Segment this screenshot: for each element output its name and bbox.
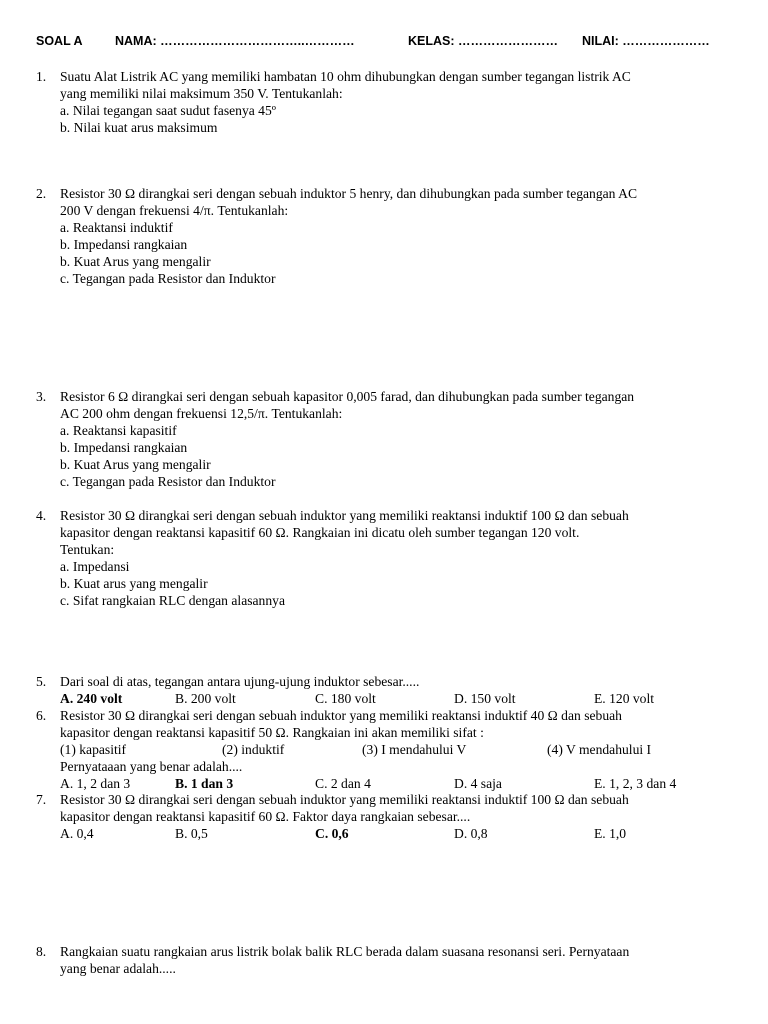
question-7 — [36, 791, 736, 842]
option-c: C. 180 volt — [315, 691, 376, 706]
question-number: 7. — [36, 792, 47, 807]
question-prompt: Pernyataaan yang benar adalah.... — [60, 759, 243, 774]
sub-item: b. Kuat Arus yang mengalir — [60, 457, 211, 472]
sub-item: c. Sifat rangkaian RLC dengan alasannya — [60, 593, 285, 608]
option-d: D. 0,8 — [454, 826, 488, 841]
statements — [60, 741, 736, 758]
option-c: C. 0,6 — [315, 826, 349, 841]
option-d: D. 4 saja — [454, 776, 502, 791]
question-text: kapasitor dengan reaktansi kapasitif 60 Ω. Faktor daya rangkaian sebesar.... — [60, 809, 471, 824]
option-e: E. 1, 2, 3 dan 4 — [594, 776, 677, 791]
sub-item: b. Kuat arus yang mengalir — [60, 576, 208, 591]
question-text: yang benar adalah..... — [60, 961, 176, 976]
option-a: A. 0,4 — [60, 826, 94, 841]
sub-item: c. Tegangan pada Resistor dan Induktor — [60, 271, 276, 286]
nilai-field: NILAI: ………………… — [582, 34, 710, 48]
question-text: Resistor 30 Ω dirangkai seri dengan sebuah induktor 5 henry, dan dihubungkan pada sumber tegangan AC — [60, 186, 638, 201]
kelas-field: KELAS: …………………… — [408, 34, 558, 48]
nama-field: NAMA: ……………………………..………… — [115, 34, 355, 48]
question-3 — [36, 388, 736, 490]
sub-item: a. Impedansi — [60, 559, 130, 574]
question-text: Resistor 30 Ω dirangkai seri dengan sebuah induktor yang memiliki reaktansi induktif 40 Ω dan sebuah — [60, 708, 622, 723]
option-b: B. 0,5 — [175, 826, 208, 841]
soal-label: SOAL A — [36, 34, 83, 48]
sub-item: b. Kuat Arus yang mengalir — [60, 254, 211, 269]
answer-options — [60, 775, 736, 792]
question-4 — [36, 507, 736, 609]
question-8 — [36, 943, 736, 977]
question-text: Rangkaian suatu rangkaian arus listrik bolak balik RLC berada dalam suasana resonansi seri. Pernyataan — [60, 944, 630, 959]
option-b: B. 200 volt — [175, 691, 236, 706]
question-text: yang memiliki nilai maksimum 350 V. Tentukanlah: — [60, 86, 343, 101]
question-2 — [36, 185, 736, 287]
question-6 — [36, 707, 736, 792]
answer-options — [60, 825, 736, 842]
option-b: B. 1 dan 3 — [175, 776, 234, 791]
option-a: A. 240 volt — [60, 691, 123, 706]
question-text: 200 V dengan frekuensi 4/π. Tentukanlah: — [60, 203, 289, 218]
sub-item: c. Tegangan pada Resistor dan Induktor — [60, 474, 276, 489]
question-text: Dari soal di atas, tegangan antara ujung-ujung induktor sebesar..... — [60, 674, 420, 689]
sub-item: a. Reaktansi induktif — [60, 220, 173, 235]
sub-item: b. Impedansi rangkaian — [60, 237, 188, 252]
question-text: Suatu Alat Listrik AC yang memiliki hambatan 10 ohm dihubungkan dengan sumber tegangan listrik AC — [60, 69, 631, 84]
question-number: 3. — [36, 389, 47, 404]
option-d: D. 150 volt — [454, 691, 516, 706]
question-number: 1. — [36, 69, 47, 84]
question-text: kapasitor dengan reaktansi kapasitif 50 Ω. Rangkaian ini akan memiliki sifat : — [60, 725, 484, 740]
answer-options — [60, 690, 736, 707]
option-e: E. 120 volt — [594, 691, 655, 706]
question-number: 5. — [36, 674, 47, 689]
question-number: 4. — [36, 508, 47, 523]
statement-3: (3) I mendahului V — [362, 742, 467, 757]
statement-4: (4) V mendahului I — [547, 742, 652, 757]
sub-item: b. Impedansi rangkaian — [60, 440, 188, 455]
question-text: Resistor 6 Ω dirangkai seri dengan sebuah kapasitor 0,005 farad, dan dihubungkan pada sumber tegangan — [60, 389, 635, 404]
statement-2: (2) induktif — [222, 742, 285, 757]
statement-1: (1) kapasitif — [60, 742, 127, 757]
question-number: 6. — [36, 708, 47, 723]
question-text: Resistor 30 Ω dirangkai seri dengan sebuah induktor yang memiliki reaktansi induktif 100 Ω dan sebuah — [60, 792, 629, 807]
sub-item: b. Nilai kuat arus maksimum — [60, 120, 218, 135]
question-number: 2. — [36, 186, 47, 201]
question-5 — [36, 673, 736, 707]
question-text: AC 200 ohm dengan frekuensi 12,5/π. Tentukanlah: — [60, 406, 343, 421]
question-1 — [36, 68, 736, 136]
option-e: E. 1,0 — [594, 826, 627, 841]
question-text: Tentukan: — [60, 542, 115, 557]
question-number: 8. — [36, 944, 47, 959]
question-text: kapasitor dengan reaktansi kapasitif 60 Ω. Rangkaian ini dicatu oleh sumber tegangan 120 volt. — [60, 525, 580, 540]
sub-item: a. Reaktansi kapasitif — [60, 423, 177, 438]
question-text: Resistor 30 Ω dirangkai seri dengan sebuah induktor yang memiliki reaktansi induktif 100 Ω dan sebuah — [60, 508, 629, 523]
option-c: C. 2 dan 4 — [315, 776, 371, 791]
sub-item: a. Nilai tegangan saat sudut fasenya 45º — [60, 103, 276, 118]
option-a: A. 1, 2 dan 3 — [60, 776, 131, 791]
